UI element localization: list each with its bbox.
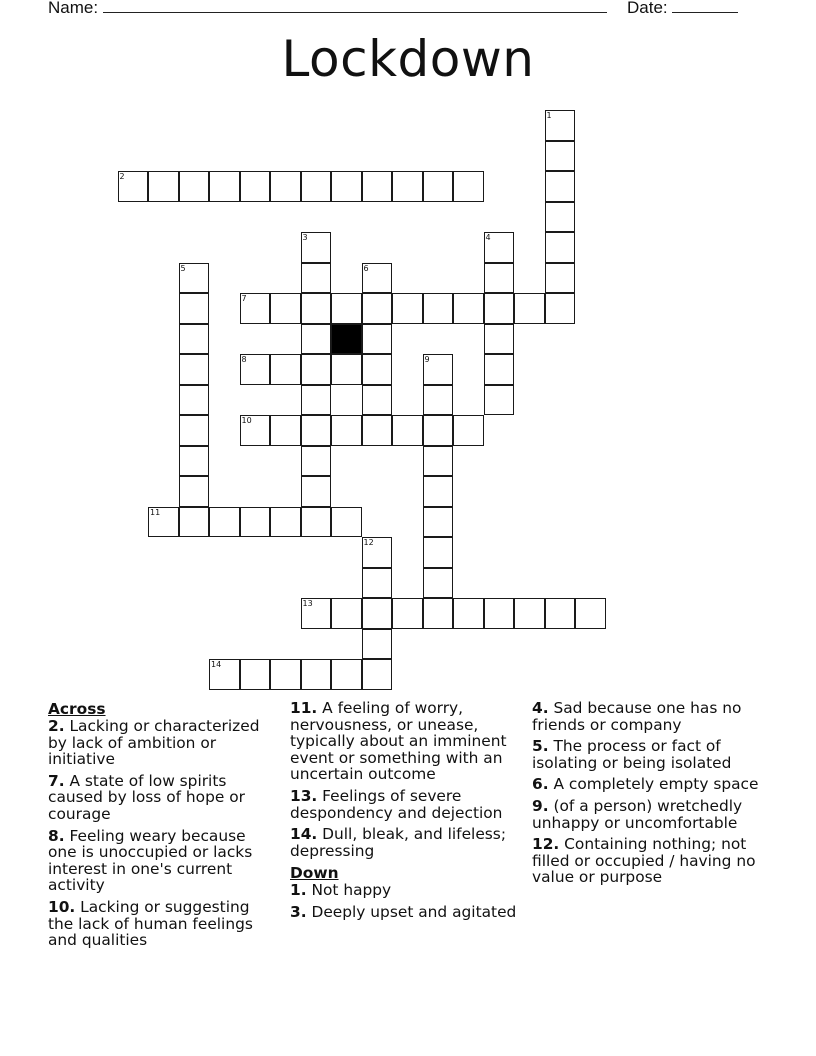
grid-cell[interactable] bbox=[301, 476, 332, 507]
grid-cell[interactable] bbox=[484, 598, 515, 629]
clue-number: 7. bbox=[48, 771, 65, 790]
clue-number: 6. bbox=[532, 775, 549, 794]
grid-cell[interactable] bbox=[301, 324, 332, 355]
clue-down-4 bbox=[532, 700, 760, 733]
grid-cell[interactable] bbox=[301, 507, 332, 538]
cell-number: 8 bbox=[241, 355, 247, 364]
clue-number: 2. bbox=[48, 717, 65, 735]
grid-cell[interactable] bbox=[331, 171, 362, 202]
clue-number: 4. bbox=[532, 699, 549, 717]
puzzle-title: Lockdown bbox=[281, 30, 535, 88]
name-label: Name: bbox=[48, 0, 99, 17]
grid-cell[interactable] bbox=[270, 415, 301, 446]
grid-cell[interactable] bbox=[423, 598, 454, 629]
grid-cell[interactable] bbox=[514, 293, 545, 324]
grid-cell[interactable] bbox=[392, 415, 423, 446]
clue-down-3 bbox=[290, 904, 522, 921]
grid-cell[interactable] bbox=[301, 446, 332, 477]
clue-text: The process or fact of isolating or being isolated bbox=[532, 737, 732, 772]
grid-cell[interactable] bbox=[362, 293, 393, 324]
grid-cell[interactable] bbox=[484, 385, 515, 416]
grid-cell[interactable] bbox=[270, 659, 301, 690]
clue-down-6 bbox=[532, 776, 760, 793]
grid-cell[interactable] bbox=[301, 354, 332, 385]
grid-cell[interactable] bbox=[423, 476, 454, 507]
cell-number: 3 bbox=[302, 233, 308, 242]
grid-cell[interactable] bbox=[179, 263, 210, 294]
grid-cell[interactable] bbox=[301, 232, 332, 263]
grid-cell[interactable] bbox=[423, 568, 454, 599]
cell-number: 10 bbox=[241, 416, 252, 425]
cell-number: 9 bbox=[424, 355, 430, 364]
clue-number: 1. bbox=[290, 881, 307, 900]
cell-number: 1 bbox=[546, 111, 552, 120]
grid-cell[interactable] bbox=[423, 171, 454, 202]
cell-number: 7 bbox=[241, 294, 247, 303]
clue-across-14 bbox=[290, 826, 522, 859]
clue-down-1 bbox=[290, 882, 522, 899]
grid-cell[interactable] bbox=[240, 659, 271, 690]
grid-cell[interactable] bbox=[240, 415, 271, 446]
black-cell bbox=[331, 324, 362, 355]
grid-cell[interactable] bbox=[331, 354, 362, 385]
date-label: Date: bbox=[627, 0, 668, 17]
clue-down-12 bbox=[532, 836, 760, 886]
grid-cell[interactable] bbox=[301, 598, 332, 629]
grid-cell[interactable] bbox=[423, 293, 454, 324]
clues-column-1 bbox=[48, 700, 276, 954]
clue-text: Feelings of severe despondency and dejection bbox=[290, 786, 503, 822]
clue-text: Deeply upset and agitated bbox=[311, 902, 517, 921]
name-line[interactable] bbox=[103, 0, 607, 13]
grid-cell[interactable] bbox=[362, 568, 393, 599]
cell-number: 4 bbox=[485, 233, 491, 242]
clue-text: Feeling weary because one is unoccupied or lacks interest in one's current activity bbox=[48, 826, 253, 895]
grid-cell[interactable] bbox=[240, 507, 271, 538]
grid-cell[interactable] bbox=[362, 354, 393, 385]
date-field[interactable] bbox=[627, 0, 738, 18]
grid-cell[interactable] bbox=[301, 293, 332, 324]
clue-across-7 bbox=[48, 773, 276, 823]
grid-cell[interactable] bbox=[179, 171, 210, 202]
grid-cell[interactable] bbox=[453, 171, 484, 202]
clue-text: Sad because one has no friends or company bbox=[532, 699, 742, 734]
grid-cell[interactable] bbox=[453, 293, 484, 324]
grid-cell[interactable] bbox=[545, 171, 576, 202]
clue-across-10 bbox=[48, 899, 276, 949]
grid-cell[interactable] bbox=[362, 263, 393, 294]
clue-across-13 bbox=[290, 788, 522, 821]
clue-text: (of a person) wretchedly unhappy or uncomfortable bbox=[532, 796, 743, 832]
grid-cell[interactable] bbox=[392, 598, 423, 629]
grid-cell[interactable] bbox=[301, 263, 332, 294]
clue-across-2 bbox=[48, 718, 276, 768]
grid-cell[interactable] bbox=[179, 354, 210, 385]
grid-cell[interactable] bbox=[484, 324, 515, 355]
clue-text: A state of low spirits caused by loss of hope or courage bbox=[48, 771, 245, 823]
grid-cell[interactable] bbox=[392, 293, 423, 324]
grid-cell[interactable] bbox=[179, 293, 210, 324]
clue-number: 5. bbox=[532, 737, 549, 756]
clue-number: 13. bbox=[290, 786, 318, 805]
clue-number: 11. bbox=[290, 699, 318, 717]
grid-cell[interactable] bbox=[179, 476, 210, 507]
grid-cell[interactable] bbox=[545, 232, 576, 263]
grid-cell[interactable] bbox=[331, 293, 362, 324]
grid-cell[interactable] bbox=[423, 446, 454, 477]
grid-cell[interactable] bbox=[301, 415, 332, 446]
grid-cell[interactable] bbox=[240, 171, 271, 202]
grid-cell[interactable] bbox=[484, 293, 515, 324]
name-field[interactable] bbox=[48, 0, 607, 18]
grid-cell[interactable] bbox=[270, 507, 301, 538]
grid-cell[interactable] bbox=[362, 171, 393, 202]
grid-cell[interactable] bbox=[270, 171, 301, 202]
clue-text: Containing nothing; not filled or occupied / having no value or purpose bbox=[532, 835, 756, 887]
grid-cell[interactable] bbox=[575, 598, 606, 629]
clue-across-11 bbox=[290, 700, 522, 783]
grid-cell[interactable] bbox=[545, 141, 576, 172]
grid-cell[interactable] bbox=[331, 507, 362, 538]
clue-number: 10. bbox=[48, 897, 76, 916]
grid-cell[interactable] bbox=[484, 263, 515, 294]
cell-number: 6 bbox=[363, 263, 369, 273]
grid-cell[interactable] bbox=[209, 659, 240, 690]
grid-cell[interactable] bbox=[209, 507, 240, 538]
grid-cell[interactable] bbox=[179, 324, 210, 355]
grid-cell[interactable] bbox=[331, 598, 362, 629]
grid-cell[interactable] bbox=[331, 659, 362, 690]
cell-number: 11 bbox=[150, 507, 161, 517]
grid-cell[interactable] bbox=[484, 232, 515, 263]
clue-text: Dull, bleak, and lifeless; depressing bbox=[290, 825, 507, 860]
grid-cell[interactable] bbox=[240, 354, 271, 385]
grid-cell[interactable] bbox=[423, 385, 454, 416]
grid-cell[interactable] bbox=[362, 537, 393, 568]
grid-cell[interactable] bbox=[148, 507, 179, 538]
grid-cell[interactable] bbox=[423, 507, 454, 538]
grid-cell[interactable] bbox=[423, 415, 454, 446]
grid-cell[interactable] bbox=[484, 354, 515, 385]
clue-text: Lacking or characterized by lack of ambition or initiative bbox=[48, 717, 260, 769]
grid-cell[interactable] bbox=[179, 415, 210, 446]
cell-number: 12 bbox=[363, 538, 374, 547]
grid-cell[interactable] bbox=[179, 446, 210, 477]
grid-cell[interactable] bbox=[423, 354, 454, 385]
clue-number: 3. bbox=[290, 902, 307, 921]
down-heading: Down bbox=[290, 864, 339, 883]
grid-cell[interactable] bbox=[301, 659, 332, 690]
grid-cell[interactable] bbox=[270, 354, 301, 385]
grid-cell[interactable] bbox=[362, 415, 393, 446]
clue-text: Not happy bbox=[311, 881, 392, 900]
grid-cell[interactable] bbox=[362, 629, 393, 660]
grid-cell[interactable] bbox=[545, 293, 576, 324]
grid-cell[interactable] bbox=[331, 415, 362, 446]
grid-cell[interactable] bbox=[209, 171, 240, 202]
clue-number: 9. bbox=[532, 796, 549, 815]
grid-cell[interactable] bbox=[148, 171, 179, 202]
grid-cell[interactable] bbox=[301, 385, 332, 416]
grid-cell[interactable] bbox=[362, 324, 393, 355]
grid-cell[interactable] bbox=[118, 171, 149, 202]
clues-column-3 bbox=[532, 700, 760, 891]
clue-number: 8. bbox=[48, 826, 65, 845]
clue-text: Lacking or suggesting the lack of human feelings and qualities bbox=[48, 897, 253, 950]
grid-cell[interactable] bbox=[453, 415, 484, 446]
grid-cell[interactable] bbox=[545, 202, 576, 233]
date-line[interactable] bbox=[672, 0, 738, 13]
cell-number: 13 bbox=[302, 599, 313, 608]
grid-cell[interactable] bbox=[179, 385, 210, 416]
clues-column-2 bbox=[290, 700, 522, 926]
grid-cell[interactable] bbox=[545, 263, 576, 294]
grid-cell[interactable] bbox=[301, 171, 332, 202]
clue-number: 12. bbox=[532, 835, 560, 854]
clue-down-5 bbox=[532, 738, 760, 771]
clue-across-8 bbox=[48, 828, 276, 894]
clue-down-9 bbox=[532, 798, 760, 831]
grid-cell[interactable] bbox=[453, 598, 484, 629]
grid-cell[interactable] bbox=[545, 110, 576, 141]
grid-cell[interactable] bbox=[545, 598, 576, 629]
cell-number: 2 bbox=[119, 172, 125, 181]
grid-cell[interactable] bbox=[179, 507, 210, 538]
clue-number: 14. bbox=[290, 825, 318, 844]
grid-cell[interactable] bbox=[362, 385, 393, 416]
grid-cell[interactable] bbox=[362, 598, 393, 629]
clue-text: A completely empty space bbox=[553, 775, 759, 794]
cell-number: 5 bbox=[180, 263, 186, 273]
grid-cell[interactable] bbox=[423, 537, 454, 568]
grid-cell[interactable] bbox=[270, 293, 301, 324]
grid-cell[interactable] bbox=[514, 598, 545, 629]
grid-cell[interactable] bbox=[240, 293, 271, 324]
grid-cell[interactable] bbox=[362, 659, 393, 690]
grid-cell[interactable] bbox=[392, 171, 423, 202]
cell-number: 14 bbox=[211, 660, 222, 669]
clue-text: A feeling of worry, nervousness, or unease, typically about an imminent event or something with an uncertain outcome bbox=[290, 699, 507, 784]
across-heading: Across bbox=[48, 700, 106, 718]
